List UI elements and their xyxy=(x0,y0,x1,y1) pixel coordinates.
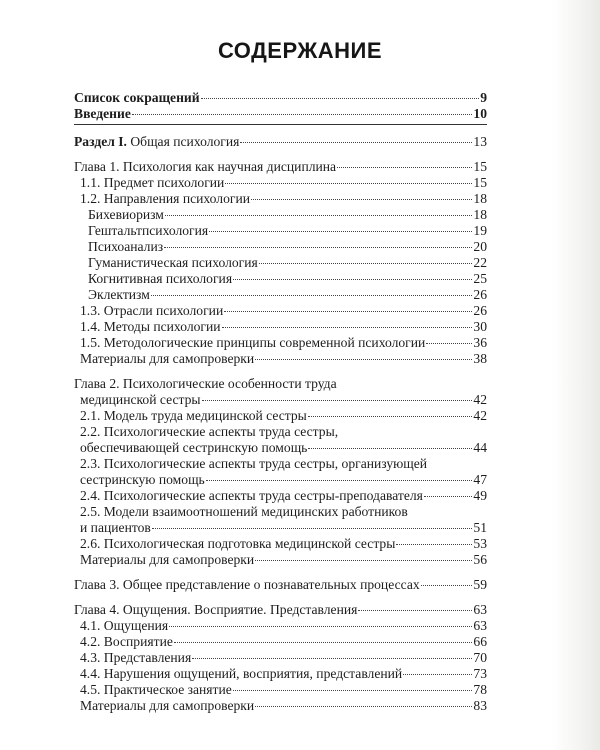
toc-page-number: 59 xyxy=(473,577,487,592)
toc-page-number: 63 xyxy=(473,602,487,617)
toc-page-number: 10 xyxy=(473,106,487,121)
toc-page-number: 66 xyxy=(473,634,487,649)
leader-dots xyxy=(358,610,472,611)
leader-dots xyxy=(225,183,472,184)
leader-dots xyxy=(424,496,472,497)
leader-dots xyxy=(169,626,472,627)
toc-page-number: 18 xyxy=(473,191,487,206)
toc-chapter-2[interactable] xyxy=(74,392,487,408)
leader-dots xyxy=(206,480,473,481)
toc-page-number: 47 xyxy=(473,472,487,487)
toc-entry-label: 2.4. Психологические аспекты труда сестры-преподавателя xyxy=(80,488,423,503)
toc-page-number: 13 xyxy=(473,134,487,149)
toc-entry-label: Гуманистическая психология xyxy=(88,255,258,270)
toc-entry-label: Бихевиоризм xyxy=(88,207,164,222)
toc-entry-label: Глава 3. Общее представление о познавательных процессах xyxy=(74,577,420,592)
toc-page-number: 15 xyxy=(473,175,487,190)
toc-entry-label: Материалы для самопроверки xyxy=(80,552,255,567)
toc-entry-label: Материалы для самопроверки xyxy=(80,698,255,713)
toc-item[interactable] xyxy=(74,682,487,698)
leader-dots xyxy=(201,98,480,99)
toc-item[interactable] xyxy=(74,488,487,504)
toc-entry-label: Введение xyxy=(74,106,131,121)
page-title: СОДЕРЖАНИЕ xyxy=(217,38,383,63)
leader-dots xyxy=(337,167,472,168)
toc-item-line1[interactable]: 2.5. Модели взаимоотношений медицинских работников xyxy=(80,504,408,519)
toc-item[interactable] xyxy=(74,175,487,191)
toc-page-number: 30 xyxy=(473,319,487,334)
toc-entry-label: 1.4. Методы психологии xyxy=(80,319,221,334)
leader-dots xyxy=(396,544,472,545)
toc-entry-label: Глава 4. Ощущения. Восприятие. Представления xyxy=(74,602,358,617)
leader-dots xyxy=(233,690,473,691)
toc-item[interactable] xyxy=(74,520,487,536)
toc-subitem[interactable] xyxy=(74,239,487,255)
toc-page-number: 19 xyxy=(473,223,487,238)
toc-entry-label: 1.5. Методологические принципы современной психологии xyxy=(80,335,426,350)
toc-page-number: 78 xyxy=(473,682,487,697)
leader-dots xyxy=(255,706,472,707)
leader-dots xyxy=(151,295,473,296)
divider-line xyxy=(74,124,487,125)
toc-item-line1[interactable]: 2.3. Психологические аспекты труда сестры, организующей xyxy=(80,456,428,471)
toc-page-number: 20 xyxy=(473,239,487,254)
leader-dots xyxy=(164,247,472,248)
toc-item[interactable] xyxy=(74,634,487,650)
toc-entry-label: 4.4. Нарушения ощущений, восприятия, представлений xyxy=(80,666,403,681)
leader-dots xyxy=(255,560,472,561)
toc-page-number: 22 xyxy=(473,255,487,270)
toc-entry-label: сестринскую помощь xyxy=(80,472,205,487)
toc-item-line1[interactable]: 2.2. Психологические аспекты труда сестры, xyxy=(80,424,339,439)
toc-entry-label: 1.1. Предмет психологии xyxy=(80,175,225,190)
toc-page-number: 73 xyxy=(473,666,487,681)
toc-item[interactable] xyxy=(74,440,487,456)
leader-dots xyxy=(165,215,472,216)
leader-dots xyxy=(240,142,472,143)
toc-entry-label: 2.6. Психологическая подготовка медицинской сестры xyxy=(80,536,396,551)
leader-dots xyxy=(233,279,472,280)
leader-dots xyxy=(259,263,473,264)
toc-page-number: 26 xyxy=(473,287,487,302)
toc-page-number: 15 xyxy=(473,159,487,174)
toc-entry-label xyxy=(74,134,239,150)
leader-dots xyxy=(224,311,472,312)
toc-entry-label: 2.1. Модель труда медицинской сестры xyxy=(80,408,307,423)
toc-item[interactable] xyxy=(74,408,487,424)
toc-page-number: 38 xyxy=(473,351,487,366)
toc-page-number: 44 xyxy=(473,440,487,455)
leader-dots xyxy=(308,448,472,449)
leader-dots xyxy=(421,585,473,586)
toc-page-number: 63 xyxy=(473,618,487,633)
toc-entry-label: 1.2. Направления психологии xyxy=(80,191,251,206)
toc-page-number: 25 xyxy=(473,271,487,286)
toc-item-self-check[interactable] xyxy=(74,698,487,714)
leader-dots xyxy=(251,199,472,200)
leader-dots xyxy=(308,416,473,417)
leader-dots xyxy=(209,231,472,232)
toc-subitem[interactable] xyxy=(74,271,487,287)
toc-page-number: 83 xyxy=(473,698,487,713)
toc-chapter-1[interactable] xyxy=(74,159,487,175)
toc-item[interactable] xyxy=(74,319,487,335)
toc-entry-introduction[interactable] xyxy=(74,106,487,122)
toc-item-self-check[interactable] xyxy=(74,552,487,568)
toc-item[interactable] xyxy=(74,618,487,634)
toc-page-number: 36 xyxy=(473,335,487,350)
toc-page-number: 49 xyxy=(473,488,487,503)
toc-chapter-3[interactable] xyxy=(74,577,487,593)
toc-entry-label: медицинской сестры xyxy=(80,392,201,407)
toc-item[interactable] xyxy=(74,303,487,319)
toc-page-number: 18 xyxy=(473,207,487,222)
toc-entry-label: и пациентов xyxy=(80,520,151,535)
toc-item[interactable] xyxy=(74,666,487,682)
toc-page-number: 53 xyxy=(473,536,487,551)
leader-dots xyxy=(202,400,473,401)
toc-page-number: 56 xyxy=(473,552,487,567)
toc-item-self-check[interactable] xyxy=(74,351,487,367)
toc-item[interactable] xyxy=(74,191,487,207)
toc-page-number: 26 xyxy=(473,303,487,318)
toc-entry-label: Список сокращений xyxy=(74,90,200,105)
toc-page-number: 9 xyxy=(480,90,487,105)
toc-entry-label: Эклектизм xyxy=(88,287,150,302)
toc-page-number: 70 xyxy=(473,650,487,665)
toc-entry-label: 4.3. Представления xyxy=(80,650,192,665)
section-title: Общая психология xyxy=(130,134,240,149)
toc-chapter-4[interactable] xyxy=(74,602,487,618)
leader-dots xyxy=(255,359,472,360)
toc-entry-label: 4.5. Практическое занятие xyxy=(80,682,232,697)
toc-entry-label: 4.2. Восприятие xyxy=(80,634,173,649)
toc-page-number: 42 xyxy=(473,408,487,423)
toc-subitem[interactable] xyxy=(74,207,487,223)
toc-entry-label: Психоанализ xyxy=(88,239,164,254)
leader-dots xyxy=(426,343,472,344)
toc-subitem[interactable] xyxy=(74,287,487,303)
toc-section-1[interactable] xyxy=(74,134,487,150)
toc-page-number: 51 xyxy=(473,520,487,535)
toc-entry-label: 1.3. Отрасли психологии xyxy=(80,303,224,318)
table-of-contents xyxy=(74,90,487,714)
toc-page-number: 42 xyxy=(473,392,487,407)
leader-dots xyxy=(174,642,473,643)
leader-dots xyxy=(152,528,473,529)
leader-dots xyxy=(222,327,473,328)
toc-entry-abbreviations[interactable] xyxy=(74,90,487,106)
toc-chapter-2-line1[interactable]: Глава 2. Психологические особенности труда xyxy=(74,376,337,391)
toc-entry-label: Материалы для самопроверки xyxy=(80,351,255,366)
toc-item[interactable] xyxy=(74,472,487,488)
toc-entry-label: Когнитивная психология xyxy=(88,271,233,286)
toc-entry-label: обеспечивающей сестринскую помощь xyxy=(80,440,308,455)
toc-subitem[interactable] xyxy=(74,223,487,239)
leader-dots xyxy=(403,674,472,675)
leader-dots xyxy=(192,658,472,659)
toc-item[interactable] xyxy=(74,335,487,351)
toc-item[interactable] xyxy=(74,536,487,552)
toc-entry-label: Гештальтпсихология xyxy=(88,223,209,238)
section-number: Раздел I. xyxy=(74,134,127,149)
toc-entry-label: Глава 1. Психология как научная дисциплина xyxy=(74,159,337,174)
toc-item[interactable] xyxy=(74,650,487,666)
toc-entry-label: 4.1. Ощущения xyxy=(80,618,169,633)
toc-subitem[interactable] xyxy=(74,255,487,271)
leader-dots xyxy=(132,114,473,115)
